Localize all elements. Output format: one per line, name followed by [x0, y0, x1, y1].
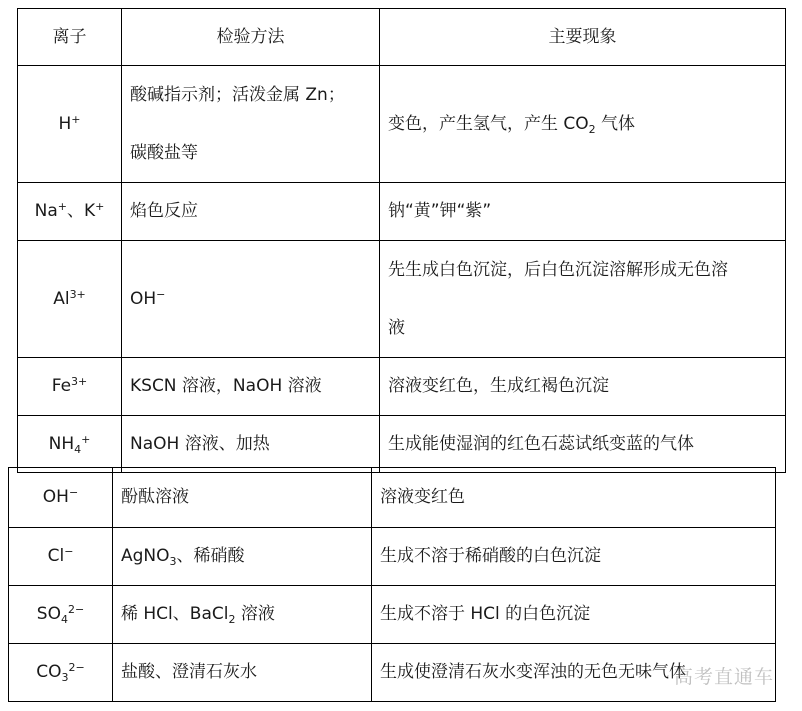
table-row	[18, 241, 786, 358]
method-cell: AgNO$_3$、稀硝酸	[113, 528, 372, 586]
phenomenon-cell: 钠“黄”钾“紫”	[380, 183, 786, 241]
ion-test-table-bottom	[8, 467, 776, 702]
phenomenon-cell: 生成不溶于稀硝酸的白色沉淀	[372, 528, 776, 586]
ion-cell: $Fe^{3+}$	[18, 358, 122, 416]
watermark: 高考直通车	[673, 666, 774, 688]
method-cell: 酸碱指示剂；活泼金属 Zn； 碳酸盐等	[122, 66, 380, 183]
ion-test-table-top	[17, 8, 786, 473]
table-row	[9, 468, 776, 528]
method-cell: OH−	[122, 241, 380, 358]
method-cell: KSCN 溶液，NaOH 溶液	[122, 358, 380, 416]
table-row	[9, 644, 776, 702]
ion-cell: $CO_3^{2-}$	[9, 644, 113, 702]
ion-cell: OH−	[9, 468, 113, 528]
phenomenon-cell: 生成能使湿润的红色石蕊试纸变蓝的气体	[380, 416, 786, 473]
table-row	[9, 528, 776, 586]
phenomenon-cell: 变色，产生氢气，产生 $CO_2$ 气体	[380, 66, 786, 183]
ion-cell: H+	[18, 66, 122, 183]
table-row	[18, 416, 786, 473]
header-method: 检验方法	[122, 9, 380, 66]
table-row	[9, 586, 776, 644]
method-cell: 盐酸、澄清石灰水	[113, 644, 372, 702]
header-phenomenon: 主要现象	[380, 9, 786, 66]
table-row	[18, 66, 786, 183]
phenomenon-cell: 生成使澄清石灰水变浑浊的无色无味气体	[372, 644, 776, 702]
ion-cell: $Al^{3+}$	[18, 241, 122, 358]
method-cell: 焰色反应	[122, 183, 380, 241]
method-cell: 稀 HCl、BaCl$_2$ 溶液	[113, 586, 372, 644]
phenomenon-cell: 先生成白色沉淀，后白色沉淀溶解形成无色溶 液	[380, 241, 786, 358]
ion-cell: Na+、K+	[18, 183, 122, 241]
table-row	[18, 183, 786, 241]
phenomenon-cell: 生成不溶于 HCl 的白色沉淀	[372, 586, 776, 644]
ion-cell: $SO_4^{2-}$	[9, 586, 113, 644]
phenomenon-cell: 溶液变红色	[372, 468, 776, 528]
header-ion: 离子	[18, 9, 122, 66]
phenomenon-cell: 溶液变红色，生成红褐色沉淀	[380, 358, 786, 416]
method-cell: 酚酞溶液	[113, 468, 372, 528]
ion-cell: $NH_4^+$	[18, 416, 122, 473]
method-cell: NaOH 溶液、加热	[122, 416, 380, 473]
ion-cell: Cl−	[9, 528, 113, 586]
table-row	[18, 358, 786, 416]
header-row	[18, 9, 786, 66]
